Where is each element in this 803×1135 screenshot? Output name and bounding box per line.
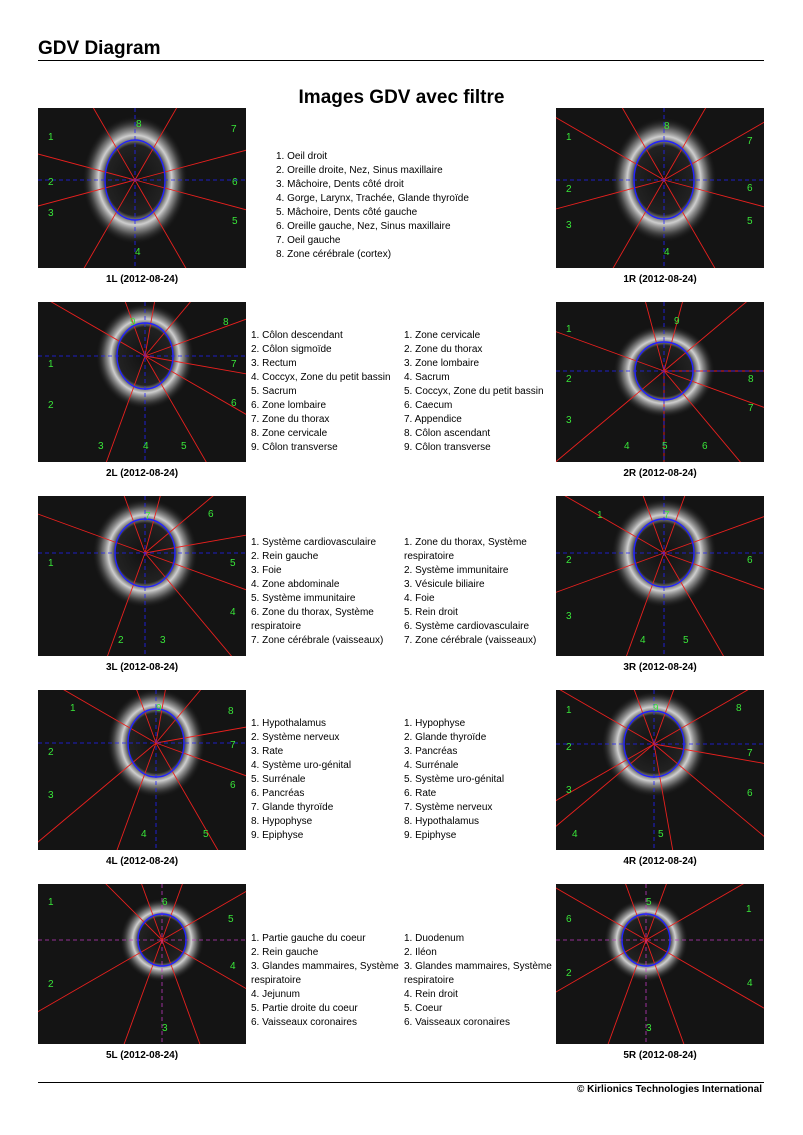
legend-item: 1. Duodenum: [404, 933, 465, 944]
zone-number: 9: [653, 703, 659, 714]
zone-number: 7: [145, 511, 151, 522]
zone-number: 6: [208, 509, 214, 520]
legend-item: 6. Zone lombaire: [251, 400, 327, 411]
zone-number: 1: [48, 359, 54, 370]
zone-legend-right: [404, 536, 554, 648]
legend-item: 4. Sacrum: [404, 372, 450, 383]
zone-number: 3: [98, 441, 104, 452]
legend-item: 9. Epiphyse: [404, 830, 457, 841]
zone-number: 8: [228, 706, 234, 717]
zone-number: 1: [566, 705, 572, 716]
zone-number: 2: [566, 184, 572, 195]
gdv-image-1r: [556, 302, 764, 462]
legend-item: 2. Rein gauche: [251, 947, 319, 958]
legend-item: 5. Coeur: [404, 1003, 443, 1014]
legend-item: 2. Oreille droite, Nez, Sinus maxillaire: [276, 165, 443, 176]
legend-item: 5. Rein droit: [404, 607, 458, 618]
gdv-diagram: [38, 690, 246, 850]
legend-item: 7. Zone cérébrale (vaisseaux): [251, 635, 384, 646]
zone-number: 8: [748, 374, 754, 385]
zone-number: 1: [566, 132, 572, 143]
zone-number: 6: [747, 555, 753, 566]
gdv-diagram: [38, 302, 246, 462]
zone-number: 3: [566, 611, 572, 622]
legend-item: 5. Mâchoire, Dents côté gauche: [276, 207, 418, 218]
legend-item: 6. Vaisseaux coronaires: [404, 1017, 510, 1028]
zone-number: 6: [566, 914, 572, 925]
legend-item: 6. Zone du thorax, Système respiratoire: [251, 607, 374, 632]
zone-number: 1: [48, 897, 54, 908]
zone-legend-right: [404, 329, 554, 455]
zone-number: 8: [736, 703, 742, 714]
legend-item: 1. Partie gauche du coeur: [251, 933, 366, 944]
image-caption: 2L (2012-08-24): [105, 468, 179, 479]
zone-number: 3: [48, 790, 54, 801]
zone-number: 5: [203, 829, 209, 840]
legend-item: 5. Système immunitaire: [251, 593, 356, 604]
zone-number: 9: [156, 703, 162, 714]
gdv-image-4l: [38, 884, 246, 1044]
zone-number: 2: [48, 177, 54, 188]
zone-number: 1: [70, 703, 76, 714]
zone-number: 2: [566, 968, 572, 979]
legend-item: 3. Glandes mammaires, Système respiratoire: [251, 961, 399, 986]
legend-item: 9. Côlon transverse: [251, 442, 338, 453]
zone-number: 3: [566, 785, 572, 796]
legend-item: 3. Mâchoire, Dents côté droit: [276, 179, 404, 190]
zone-number: 6: [230, 780, 236, 791]
zone-number: 4: [747, 978, 753, 989]
zone-number: 5: [658, 829, 664, 840]
legend-item: 3. Foie: [251, 565, 282, 576]
header-rule: [38, 60, 764, 61]
zone-legend-right: [404, 932, 554, 1030]
legend-item: 1. Hypophyse: [404, 718, 466, 729]
image-caption: 5L (2012-08-24): [105, 1050, 179, 1061]
section-heading: Images GDV avec filtre: [298, 87, 505, 108]
zone-number: 5: [232, 216, 238, 227]
zone-number: 4: [664, 247, 670, 258]
zone-number: 2: [48, 747, 54, 758]
legend-item: 6. Caecum: [404, 400, 453, 411]
image-caption: 1L (2012-08-24): [105, 274, 179, 285]
zone-number: 1: [48, 132, 54, 143]
legend-item: 2. Glande thyroïde: [404, 732, 487, 743]
zone-number: 8: [136, 119, 142, 130]
image-caption: 3R (2012-08-24): [623, 662, 697, 673]
legend-item: 5. Système uro-génital: [404, 774, 505, 785]
legend-item: 8. Hypophyse: [251, 816, 313, 827]
zone-number: 5: [181, 441, 187, 452]
legend-item: 4. Surrénale: [404, 760, 459, 771]
legend-item: 2. Côlon sigmoïde: [251, 344, 332, 355]
zone-number: 2: [48, 400, 54, 411]
legend-item: 2. Système nerveux: [251, 732, 340, 743]
gdv-diagram: [556, 108, 764, 268]
gdv-image-3l: [38, 690, 246, 850]
zone-number: 7: [747, 748, 753, 759]
zone-legend-left: [276, 150, 506, 262]
legend-item: 5. Coccyx, Zone du petit bassin: [404, 386, 544, 397]
legend-item: 9. Côlon transverse: [404, 442, 491, 453]
zone-number: 6: [702, 441, 708, 452]
legend-item: 7. Glande thyroïde: [251, 802, 334, 813]
legend-item: 1. Système cardiovasculaire: [251, 537, 377, 548]
legend-item: 7. Zone cérébrale (vaisseaux): [404, 635, 537, 646]
legend-item: 3. Rate: [251, 746, 284, 757]
zone-number: 2: [48, 979, 54, 990]
zone-number: 5: [646, 897, 652, 908]
legend-item: 4. Rein droit: [404, 989, 458, 1000]
legend-item: 7. Zone du thorax: [251, 414, 330, 425]
zone-number: 7: [748, 403, 754, 414]
zone-number: 9: [674, 316, 680, 327]
zone-number: 3: [160, 635, 166, 646]
legend-item: 3. Vésicule biliaire: [404, 579, 485, 590]
legend-item: 7. Appendice: [404, 414, 462, 425]
zone-number: 1: [746, 904, 752, 915]
legend-item: 1. Hypothalamus: [251, 718, 327, 729]
zone-legend-left: [251, 717, 401, 843]
zone-number: 6: [162, 897, 168, 908]
zone-number: 6: [747, 788, 753, 799]
zone-number: 4: [572, 829, 578, 840]
zone-number: 2: [566, 374, 572, 385]
legend-item: 2. Zone du thorax: [404, 344, 483, 355]
legend-item: 7. Oeil gauche: [276, 235, 341, 246]
copyright-footer: © Kirlionics Technologies International: [577, 1084, 762, 1095]
gdv-diagram: [556, 302, 764, 462]
image-caption: 3L (2012-08-24): [105, 662, 179, 673]
zone-number: 5: [228, 914, 234, 925]
legend-item: 2. Iléon: [404, 947, 437, 958]
zone-number: 5: [747, 216, 753, 227]
gdv-diagram: [556, 690, 764, 850]
zone-number: 7: [230, 740, 236, 751]
image-caption: 4R (2012-08-24): [623, 856, 697, 867]
legend-item: 4. Jejunum: [251, 989, 300, 1000]
legend-item: 8. Côlon ascendant: [404, 428, 491, 439]
zone-legend-right: [404, 717, 554, 843]
legend-item: 6. Système cardiovasculaire: [404, 621, 530, 632]
zone-number: 2: [566, 555, 572, 566]
zone-number: 3: [48, 208, 54, 219]
zone-number: 5: [683, 635, 689, 646]
legend-item: 4. Système uro-génital: [251, 760, 352, 771]
zone-number: 1: [48, 558, 54, 569]
gdv-image-3r: [556, 690, 764, 850]
legend-item: 3. Pancréas: [404, 746, 458, 757]
zone-number: 6: [232, 177, 238, 188]
legend-item: 6. Pancréas: [251, 788, 305, 799]
zone-number: 7: [231, 124, 237, 135]
zone-number: 1: [566, 324, 572, 335]
zone-legend-left: [251, 932, 401, 1030]
zone-number: 4: [135, 247, 141, 258]
zone-number: 5: [662, 441, 668, 452]
gdv-diagram: [38, 496, 246, 656]
zone-number: 4: [143, 441, 149, 452]
image-caption: 2R (2012-08-24): [623, 468, 697, 479]
legend-item: 4. Foie: [404, 593, 435, 604]
zone-number: 2: [566, 742, 572, 753]
legend-item: 2. Rein gauche: [251, 551, 319, 562]
zone-number: 3: [646, 1023, 652, 1034]
legend-item: 1. Oeil droit: [276, 151, 328, 162]
gdv-image-0l: [38, 108, 246, 268]
zone-number: 8: [664, 121, 670, 132]
legend-item: 5. Sacrum: [251, 386, 297, 397]
gdv-image-0r: [556, 108, 764, 268]
gdv-image-1l: [38, 302, 246, 462]
gdv-image-2r: [556, 496, 764, 656]
legend-item: 5. Surrénale: [251, 774, 306, 785]
zone-number: 6: [231, 398, 237, 409]
zone-number: 4: [230, 607, 236, 618]
legend-item: 1. Côlon descendant: [251, 330, 343, 341]
legend-item: 8. Hypothalamus: [404, 816, 480, 827]
legend-item: 6. Rate: [404, 788, 437, 799]
legend-item: 9. Epiphyse: [251, 830, 304, 841]
gdv-diagram: [556, 884, 764, 1044]
legend-item: 3. Rectum: [251, 358, 297, 369]
legend-item: 2. Système immunitaire: [404, 565, 509, 576]
zone-number: 4: [230, 961, 236, 972]
zone-number: 4: [624, 441, 630, 452]
zone-number: 4: [141, 829, 147, 840]
legend-item: 1. Zone du thorax, Système respiratoire: [404, 537, 527, 562]
footer-rule: [38, 1082, 764, 1083]
gdv-image-2l: [38, 496, 246, 656]
gdv-diagram: [556, 496, 764, 656]
legend-item: 6. Vaisseaux coronaires: [251, 1017, 357, 1028]
image-caption: 5R (2012-08-24): [623, 1050, 697, 1061]
zone-number: 7: [231, 359, 237, 370]
legend-item: 6. Oreille gauche, Nez, Sinus maxillaire: [276, 221, 451, 232]
legend-item: 3. Glandes mammaires, Système respiratoire: [404, 961, 552, 986]
legend-item: 7. Système nerveux: [404, 802, 493, 813]
zone-number: 3: [566, 415, 572, 426]
sector-line: [556, 371, 664, 462]
legend-item: 4. Coccyx, Zone du petit bassin: [251, 372, 391, 383]
legend-item: 5. Partie droite du coeur: [251, 1003, 358, 1014]
gdv-diagram: [38, 108, 246, 268]
gdv-diagram: [38, 884, 246, 1044]
zone-number: 4: [640, 635, 646, 646]
zone-number: 2: [118, 635, 124, 646]
zone-number: 1: [597, 510, 603, 521]
zone-number: 5: [230, 558, 236, 569]
legend-item: 4. Gorge, Larynx, Trachée, Glande thyroïde: [276, 193, 469, 204]
zone-number: 7: [664, 510, 670, 521]
legend-item: 8. Zone cervicale: [251, 428, 328, 439]
zone-legend-left: [251, 536, 401, 648]
zone-number: 6: [747, 183, 753, 194]
zone-number: 3: [162, 1023, 168, 1034]
image-caption: 4L (2012-08-24): [105, 856, 179, 867]
zone-number: 7: [747, 136, 753, 147]
gdv-image-4r: [556, 884, 764, 1044]
zone-number: 9: [130, 317, 136, 328]
image-caption: 1R (2012-08-24): [623, 274, 697, 285]
legend-item: 8. Zone cérébrale (cortex): [276, 249, 392, 260]
zone-legend-left: [251, 329, 401, 455]
document-title: GDV Diagram: [38, 38, 161, 59]
zone-number: 3: [566, 220, 572, 231]
legend-item: 4. Zone abdominale: [251, 579, 340, 590]
legend-item: 1. Zone cervicale: [404, 330, 481, 341]
zone-number: 8: [223, 317, 229, 328]
legend-item: 3. Zone lombaire: [404, 358, 480, 369]
